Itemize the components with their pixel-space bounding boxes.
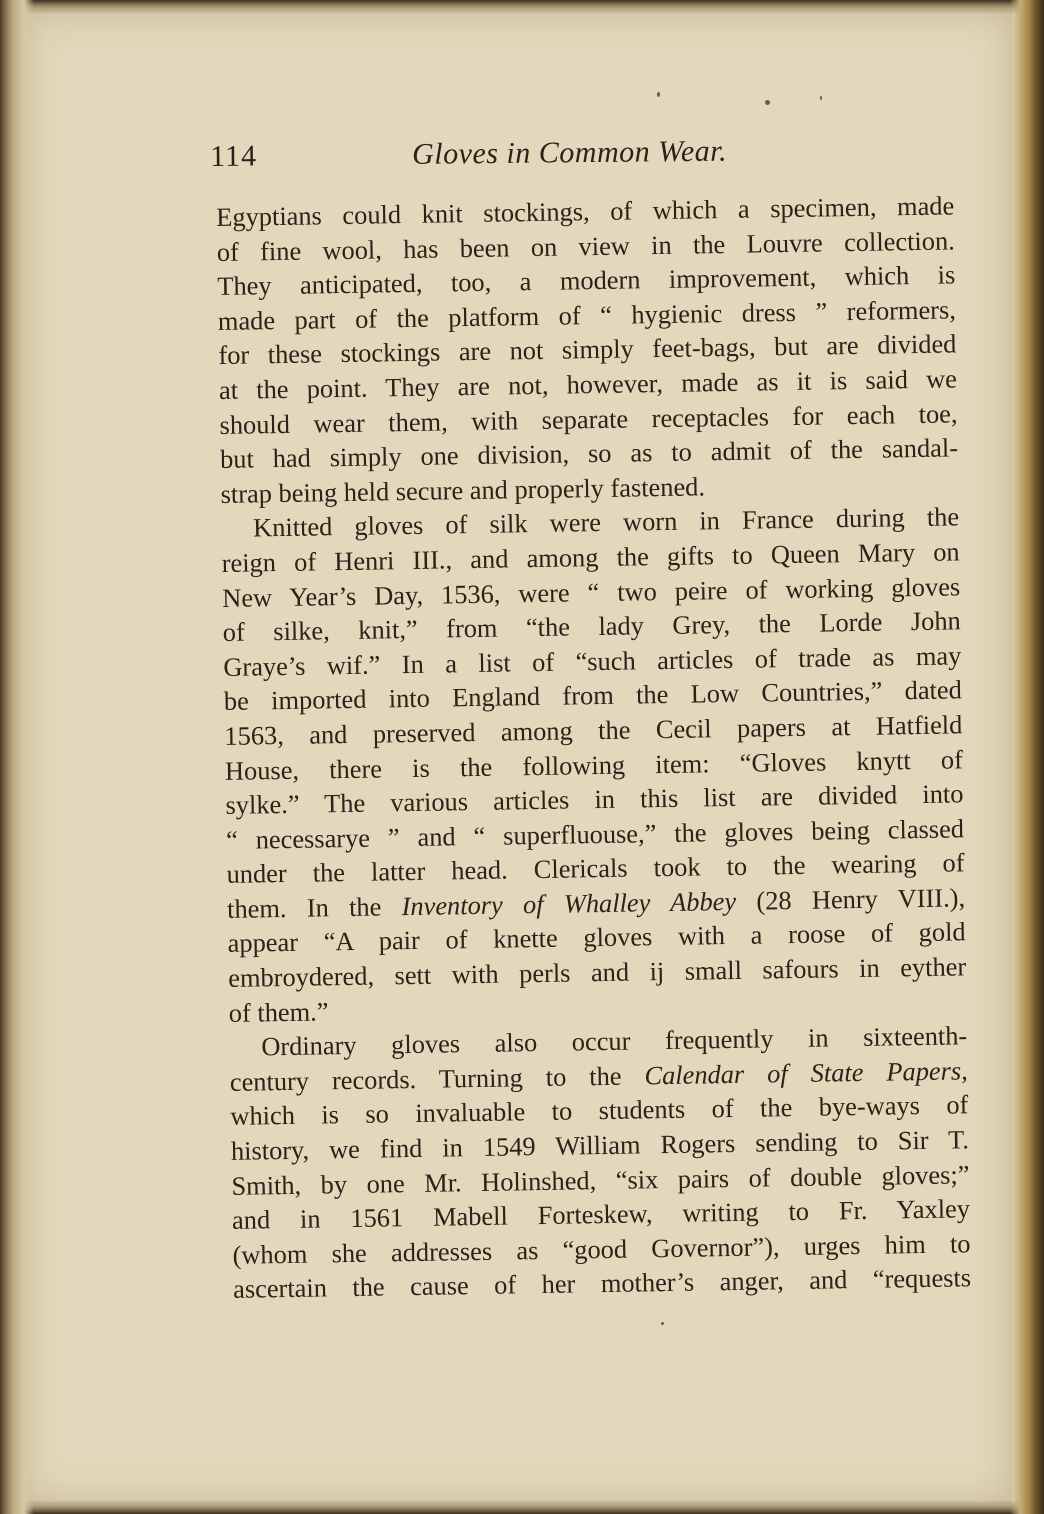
text-line: of them.” xyxy=(228,995,329,1028)
text-line: century records. Turning to the Calendar of State Papers, xyxy=(229,1055,968,1097)
text-line: (whom she addresses as “good Governor”), urges him to xyxy=(232,1228,971,1270)
text-line: of fine wool, has been on view in the Louvre collection. xyxy=(216,224,955,267)
text-line: ascertain the cause of her mother’s anger, and “requests xyxy=(232,1262,972,1305)
paragraph-first-line: Ordinary gloves also occur frequently in sixteenth- xyxy=(261,1020,968,1062)
text-line: which is so invaluable to students of the bye-ways of xyxy=(230,1089,969,1132)
page-number: 114 xyxy=(210,139,258,173)
text-line: of silke, knit,” from “the lady Grey, the Lorde John xyxy=(222,605,961,648)
text-line: them. In the Inventory of Whalley Abbey (28 Henry VIII.), xyxy=(226,882,966,924)
page-fore-edge xyxy=(1010,0,1044,1514)
text-line: appear “A pair of knette gloves with a roose of gold xyxy=(227,916,966,959)
text-line: “ necessarye ” and “ superfluouse,” the gloves being classed xyxy=(225,813,965,855)
paper-speck xyxy=(657,92,660,97)
text-line: Graye’s wif.” In a list of “such articles of trade as may xyxy=(223,640,962,682)
text-line: and in 1561 Mabell Forteskew, writing to Fr. Yaxley xyxy=(231,1193,971,1236)
page-header xyxy=(210,132,940,184)
paper-speck xyxy=(820,96,822,100)
text-line: Egyptians could knit stockings, of which a specimen, made xyxy=(216,190,955,232)
text-line: strap being held secure and properly fastened. xyxy=(220,471,706,509)
text-line: New Year’s Day, 1536, were “ two peire of working gloves xyxy=(222,570,961,613)
running-head: Gloves in Common Wear. xyxy=(411,134,728,171)
text-line: be imported into England from the Low Countries,” dated xyxy=(223,674,963,717)
text-line: House, there is the following item: “Gloves knytt of xyxy=(224,743,964,786)
paragraph-first-line: Knitted gloves of silk were worn in France during the xyxy=(252,501,960,543)
body-text xyxy=(216,188,971,1306)
italic-title: Calendar of State Papers, xyxy=(644,1055,968,1091)
page-top-edge xyxy=(0,0,1044,14)
page-bottom-edge xyxy=(0,1500,1044,1514)
text-line: under the latter head. Clericals took to the wearing of xyxy=(226,847,965,890)
text-line: for these stockings are not simply feet-bags, but are divided xyxy=(218,328,957,371)
text-line: reign of Henri III., and among the gifts to Queen Mary on xyxy=(221,536,960,578)
paper-speck xyxy=(661,1322,664,1325)
page-gutter-shadow xyxy=(0,0,34,1514)
text-line: They anticipated, too, a modern improvement, which is xyxy=(217,259,956,302)
text-line: history, we find in 1549 William Rogers sending to Sir T. xyxy=(230,1124,970,1166)
paper-speck xyxy=(765,100,770,105)
text-line: at the point. They are not, however, made as it is said we xyxy=(218,363,958,405)
text-line: Smith, by one Mr. Holinshed, “six pairs of double gloves;” xyxy=(231,1158,970,1201)
text-line: sylke.” The various articles in this list are divided into xyxy=(225,778,964,821)
text-line: 1563, and preserved among the Cecil papers at Hatfield xyxy=(224,709,963,751)
text-line: embroydered, sett with perls and ij small safours in eyther xyxy=(227,951,967,993)
text-line: made part of the platform of “ hygienic dress ” reformers, xyxy=(217,294,957,336)
text-line: but had simply one division, so as to admit of the sandal- xyxy=(219,432,959,475)
italic-title: Inventory of Whalley Abbey xyxy=(401,885,737,922)
text-line: should wear them, with separate receptacles for each toe, xyxy=(219,397,958,440)
